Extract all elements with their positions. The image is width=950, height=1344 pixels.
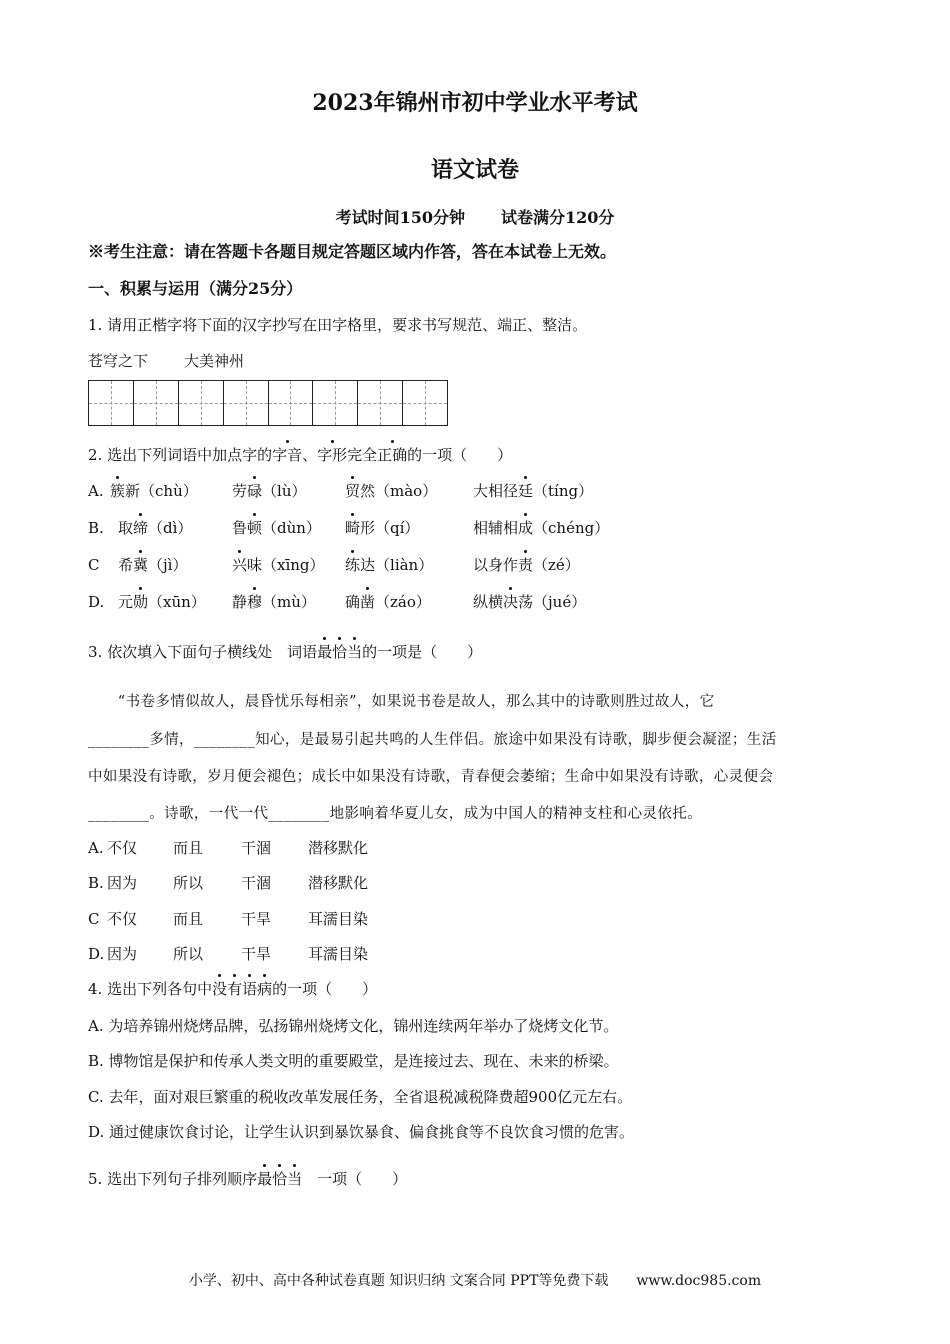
word-post: （tíng） [533,482,594,500]
word-dotted-char: 顿 [247,519,263,537]
word-post: （zé） [533,556,580,574]
tianzige-grid [88,380,448,426]
q3-option-word: 所以 [173,945,204,963]
q3-option-word: 潜移默化 [308,839,369,857]
copy-text-a: 苍穹之下 [88,352,149,370]
copy-text-b: 大美神州 [184,352,245,370]
word-dotted-char: 责 [518,556,534,574]
exam-subtitle: 语文试卷 [430,157,519,183]
q5-d1: 最 [257,1170,273,1188]
word-post: （dùn） [262,519,321,537]
q4-option: D. 通过健康饮食讨论，让学生认识到暴饮暴食、偏食挑食等不良饮食习惯的危害。 [88,1123,635,1141]
q2-stem-pre: 2. 选出下列词语中加点字的 [88,446,273,464]
word-pre: 以身作 [473,556,519,574]
exam-info [0,205,950,228]
grid-cell [403,381,447,425]
word-post: 然（mào） [360,482,438,500]
q2-option-word [118,518,192,538]
q1-stem: 1. 请用正楷字将下面的汉字抄写在田字格里，要求书写规范、端正、整洁。 [88,316,588,334]
page-footer: 小学、初中、高中各种试卷真题 知识归纳 文案合同 PPT等免费下载 www.doc985.com [188,1273,762,1289]
q3-option-word: 而且 [173,839,204,857]
q3-option-word: 因为 [107,874,138,892]
q4-d1: 没 [212,980,228,998]
word-pre: 确 [345,593,361,611]
q5-stem [88,1169,407,1189]
word-post: （lù） [262,482,307,500]
q3-option-word: 而且 [173,910,204,928]
exam-time: 考试时间150分钟 [335,208,465,227]
word-dotted-char: 成 [518,519,534,537]
word-pre: 纵横 [473,593,504,611]
q2-option-word [345,592,431,612]
q1-copy-text [88,351,244,371]
q3-option-word: 不仅 [107,839,138,857]
word-post: （mù） [262,593,316,611]
word-post: 荡（jué） [518,593,587,611]
q2-option-word [473,555,580,575]
q4-stem [88,979,377,999]
q3-option-label: C [88,910,100,928]
word-pre: 静 [232,593,248,611]
word-pre: 希 [118,556,134,574]
grid-cell [358,381,403,425]
word-pre: 大相径 [473,482,519,500]
exam-notice: ※考生注意：请在答题卡各题目规定答题区域内作答，答在本试卷上无效。 [88,242,617,261]
word-post: （záo） [375,593,431,611]
q5-d2: 恰 [272,1170,288,1188]
q5-stem-pre: 5. 选出下列句子排列顺序 [88,1170,258,1188]
q2-d3: 正确 [377,446,408,464]
q3-stem-post: 的一项是（ ） [362,643,483,661]
q5-stem-post: 一项（ ） [302,1170,408,1188]
q2-option-word [232,592,316,612]
q2-option-word [232,481,307,501]
grid-cell [269,381,314,425]
q3-passage-line: ________。诗歌，一代一代________地影响着华夏儿女，成为中国人的精神支柱和心灵依托。 [88,806,703,822]
section-heading: 一、积累与运用（满分25分） [88,279,303,298]
word-pre: 相辅相 [473,519,519,537]
q4-d3: 语 [242,980,258,998]
q5-d3: 当 [287,1170,303,1188]
q2-option-label: D. [88,593,105,611]
q2-dotted-1 [272,446,302,464]
q3-option-label: B. [88,874,104,892]
q3-option-word: 耳濡目染 [308,910,369,928]
q3-option-word: 干涸 [241,839,272,857]
grid-cell [224,381,269,425]
q3-option-word: 干涸 [241,874,272,892]
q3-passage-line: ________多情，________知心，是最易引起共鸣的人生伴侣。旅途中如果没有诗歌，脚步便会凝涩；生活 [88,732,777,748]
q3-passage-line: 中如果没有诗歌，岁月便会褪色；成长中如果没有诗歌，青春便会萎缩；生命中如果没有诗歌，心灵便会 [88,769,774,785]
q2-option-word [473,518,609,538]
q3-d3: 当 [347,643,363,661]
q2-option-word [345,555,433,575]
q3-passage-line: “书卷多情似故人，晨昏忧乐每相亲”，如果说书卷是故人，那么其中的诗歌则胜过故人，它 [88,694,715,710]
q2-mid2: 完全 [347,446,378,464]
q2-option-word [473,481,593,501]
word-dotted-char: 穆 [247,593,263,611]
word-dotted-char: 碌 [247,482,263,500]
q2-option-word [345,518,419,538]
q2-mid1: 、 [302,446,318,464]
q3-option-word: 干旱 [241,945,272,963]
q2-stem-post: 的一项（ ） [407,446,513,464]
q3-stem [88,642,482,662]
q3-option-word: 因为 [107,945,138,963]
q2-option-word [473,592,586,612]
word-pre: 劳 [232,482,248,500]
q3-option-word: 不仅 [107,910,138,928]
word-post: 味（xīng） [247,556,325,574]
q2-option-word [232,555,325,575]
q2-option-label: B. [88,519,104,537]
word-dotted-char: 冀 [133,556,149,574]
q2-option-word [118,592,206,612]
word-post: 形（qí） [360,519,420,537]
word-dotted-char: 缔 [133,519,149,537]
q4-option: B. 博物馆是保护和传承人类文明的重要殿堂，是连接过去、现在、未来的桥梁。 [88,1052,619,1070]
word-dotted-char: 廷 [518,482,534,500]
q3-option-word: 潜移默化 [308,874,369,892]
q2-option-word [345,481,437,501]
q4-stem-post: 的一项（ ） [272,980,378,998]
word-pre: 取 [118,519,134,537]
q3-option-word: 所以 [173,874,204,892]
word-pre: 鲁 [232,519,248,537]
word-post: （dì） [148,519,193,537]
grid-cell [179,381,224,425]
q4-option: A. 为培养锦州烧烤品牌，弘扬锦州烧烤文化，锦州连续两年举办了烧烤文化节。 [88,1017,619,1035]
q2-option-label: A. [88,482,104,500]
q4-option: C. 去年，面对艰巨繁重的税收改革发展任务，全省退税减税降费超900亿元左右。 [88,1088,633,1106]
word-dotted-char: 簇 [110,482,126,500]
q3-option-label: A. [88,839,104,857]
q2-d1: 字音 [272,446,303,464]
q3-option-label: D. [88,945,105,963]
word-dotted-char: 勋 [133,593,149,611]
q3-stem-pre: 3. 依次填入下面句子横线处 词语 [88,643,318,661]
word-post: 新（chù） [125,482,198,500]
q2-d2: 字形 [317,446,348,464]
word-dotted-char: 凿 [360,593,376,611]
q3-option-word: 干旱 [241,910,272,928]
q3-d2: 恰 [332,643,348,661]
grid-cell [89,381,134,425]
q2-option-word [232,518,321,538]
word-post: （xūn） [148,593,206,611]
q4-stem-pre: 4. 选出下列各句中 [88,980,213,998]
q4-d2: 有 [227,980,243,998]
word-dotted-char: 畸 [345,519,361,537]
grid-cell [134,381,179,425]
grid-cell [313,381,358,425]
word-post: （chéng） [533,519,610,537]
full-score: 试卷满分120分 [501,208,615,227]
q2-stem [88,445,512,465]
word-pre: 元 [118,593,134,611]
word-post: 达（liàn） [360,556,434,574]
word-dotted-char: 兴 [232,556,248,574]
q3-d1: 最 [317,643,333,661]
q2-option-word [110,481,198,501]
exam-title: 2023年锦州市初中学业水平考试 [312,90,638,116]
word-dotted-char: 决 [503,593,519,611]
q2-option-label: C [88,556,100,574]
word-dotted-char: 练 [345,556,361,574]
q4-d4: 病 [257,980,273,998]
word-dotted-char: 贸 [345,482,361,500]
q3-option-word: 耳濡目染 [308,945,369,963]
q2-option-word [118,555,187,575]
word-post: （jì） [148,556,188,574]
